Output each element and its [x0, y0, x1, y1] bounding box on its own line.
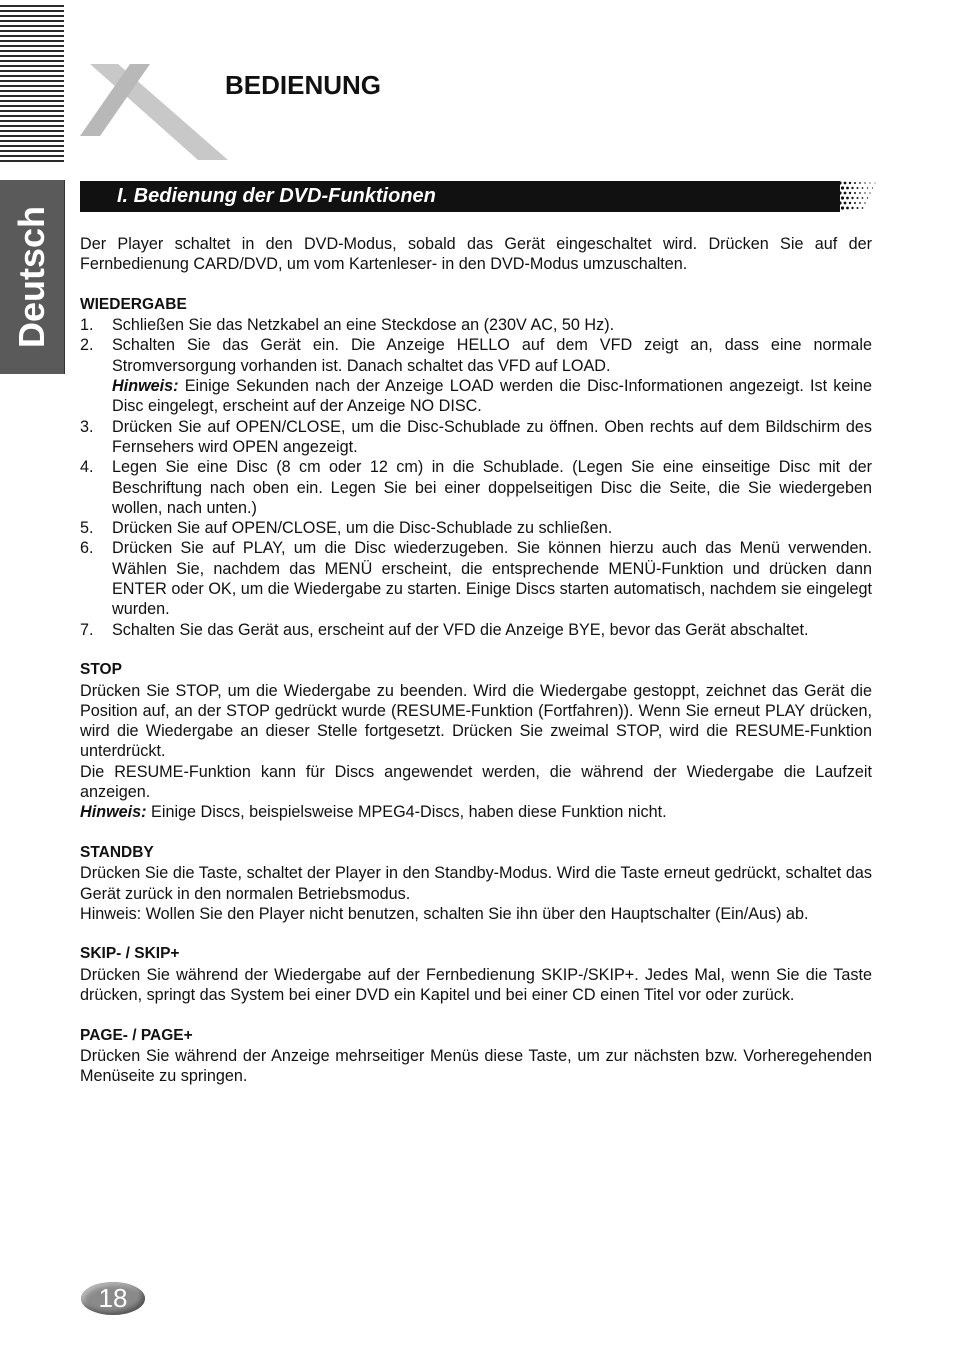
stop-paragraph-2: Die RESUME-Funktion kann für Discs angewendet werden, die während der Wiedergabe die Laufzeit anzeigen.: [80, 762, 872, 802]
section-title: I. Bedienung der DVD-Funktionen: [117, 185, 436, 207]
section-header-bar: [80, 181, 840, 212]
intro-paragraph: Der Player schaltet in den DVD-Modus, sobald das Gerät eingeschaltet wird. Drücken Sie auf der Fernbedienung CARD/DVD, um vom Kartenleser- in den DVD-Modus umzuschalten.: [80, 235, 872, 274]
page-paragraph: Drücken Sie während der Anzeige mehrseitiger Menüs diese Taste, um zur nächsten bzw. Vorheregehenden Menüseite zu springen.: [80, 1046, 872, 1086]
standby-paragraph-2: Hinweis: Wollen Sie den Player nicht benutzen, schalten Sie ihn über den Hauptschalter (Ein/Aus) ab.: [80, 904, 809, 923]
note-label: Hinweis:: [80, 803, 147, 822]
list-item: [80, 417, 872, 458]
list-item: [80, 620, 872, 640]
note-text: Einige Discs, beispielsweise MPEG4-Discs, haben diese Funktion nicht.: [146, 803, 667, 822]
list-item-number: 6.: [80, 539, 94, 558]
list-item-text: Schalten Sie das Gerät aus, erscheint auf der VFD die Anzeige BYE, bevor das Gerät abschaltet.: [112, 620, 809, 639]
list-item-text: Schalten Sie das Gerät ein. Die Anzeige HELLO auf dem VFD zeigt an, dass eine normale Stromversorgung vorhanden ist. Danach schaltet das VFD auf LOAD.: [112, 336, 872, 375]
standby-paragraph-1: Drücken Sie die Taste, schaltet der Player in den Standby-Modus. Wird die Taste erneut gedrückt, schaltet das Gerät zurück in den normalen Betriebsmodus.: [80, 864, 872, 903]
list-item-text: Drücken Sie auf OPEN/CLOSE, um die Disc-Schublade zu schließen.: [112, 519, 613, 538]
list-item-number: 3.: [80, 417, 94, 436]
heading-page: PAGE- / PAGE+: [80, 1026, 193, 1044]
language-label: Deutsch: [11, 205, 52, 349]
list-item-number: 4.: [80, 458, 94, 477]
list-item-number: 7.: [80, 620, 94, 639]
list-item-text: Drücken Sie auf PLAY, um die Disc wiederzugeben. Sie können hierzu auch das Menü verwenden. Wählen Sie, nachdem das MENÜ erscheint, die entsprechende MENÜ-Funktion und drücken dann ENTER oder OK, um die Wiedergabe zu starten. Einige Discs starten automatisch, nachdem sie eingelegt wurden.: [112, 539, 872, 619]
language-tab: [0, 180, 65, 374]
list-item-number: 2.: [80, 336, 94, 355]
stop-note: [80, 802, 872, 822]
list-item-text: Schließen Sie das Netzkabel an eine Steckdose an (230V AC, 50 Hz).: [112, 316, 615, 335]
list-item-text: Legen Sie eine Disc (8 cm oder 12 cm) in die Schublade. (Legen Sie eine einseitige Disc mit der Beschriftung nach oben ein. Legen Sie bei einer doppelseitigen Disc die Seite, die Sie wiedergeben wollen, nach unten.): [112, 458, 872, 517]
list-item-text: Drücken Sie auf OPEN/CLOSE, um die Disc-Schublade zu öffnen. Oben rechts auf dem Bildschirm des Fernsehers wird OPEN angezeigt.: [112, 417, 872, 456]
list-item: [80, 335, 872, 416]
stop-paragraph-1: Drücken Sie STOP, um die Wiedergabe zu beenden. Wird die Wiedergabe gestoppt, zeichnet das Gerät die Position auf, an der STOP gedrückt wurde (RESUME-Funktion (Fortfahren)). Wenn Sie erneut PLAY drücken, wird die Wiedergabe an dieser Stelle fortgesetzt. Drücken Sie zweimal STOP, wird die RESUME-Funktion unterdrückt.: [80, 681, 872, 761]
list-item-number: 5.: [80, 519, 94, 538]
wiedergabe-steps: [80, 315, 872, 640]
note-label: Hinweis:: [112, 377, 179, 396]
heading-skip: SKIP- / SKIP+: [80, 945, 180, 963]
heading-standby: STANDBY: [80, 843, 154, 861]
list-item: [80, 518, 872, 538]
list-item-number: 1.: [80, 316, 94, 335]
list-item: [80, 457, 872, 518]
x-logo-icon: [78, 60, 228, 162]
list-item: [80, 315, 872, 335]
content-body: [80, 234, 872, 1086]
note-text: Einige Sekunden nach der Anzeige LOAD werden die Disc-Informationen angezeigt. Ist keine Disc eingelegt, erscheint auf der Anzeige NO DISC.: [112, 377, 872, 416]
page-title: BEDIENUNG: [225, 70, 382, 100]
page-number: 18: [81, 1282, 145, 1315]
decorative-stripes: [0, 5, 64, 163]
heading-wiedergabe: WIEDERGABE: [80, 295, 187, 313]
list-item: [80, 538, 872, 619]
halftone-pattern-icon: [838, 180, 878, 212]
skip-paragraph: Drücken Sie während der Wiedergabe auf der Fernbedienung SKIP-/SKIP+. Jedes Mal, wenn Sie die Taste drücken, springt das System bei einer DVD ein Kapitel und bei einer CD einen Titel vor oder zurück.: [80, 965, 872, 1004]
heading-stop: STOP: [80, 661, 122, 679]
